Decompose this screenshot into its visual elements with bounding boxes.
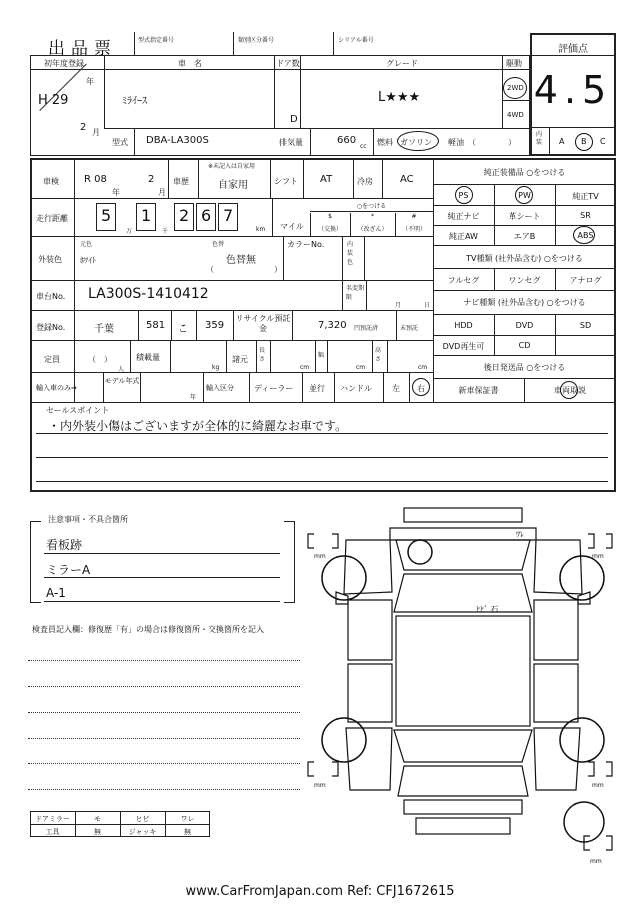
category-number-label: 類別区分番号 xyxy=(238,37,275,44)
docs-manual-circle xyxy=(560,381,578,399)
import-model-year: モデル年式 xyxy=(104,377,140,385)
mileage-dollar: $ xyxy=(328,213,332,220)
import-year-unit: 年 xyxy=(190,394,197,401)
model-designation-label: 型式指定番号 xyxy=(138,37,175,44)
history-note: ※未記入は自家用 xyxy=(208,163,256,170)
inspection-month: 2 xyxy=(148,174,155,185)
mileage-digit-4: 6 xyxy=(201,206,212,225)
recycle-label: リサイクル預託金 xyxy=(235,314,291,333)
navi-dvd: DVD xyxy=(515,321,534,330)
car-damage-diagram xyxy=(300,500,620,870)
recycle-unit: 円預託済 xyxy=(354,325,379,332)
legend-tools: 工具 xyxy=(45,828,60,836)
ac-label: 冷房 xyxy=(357,177,373,186)
inspection-value: R 08 xyxy=(84,174,107,185)
registration-region: 千葉 xyxy=(94,324,114,335)
inspection-year-unit: 年 xyxy=(112,188,120,197)
color-paren-close: ） xyxy=(274,265,282,274)
equipment-oem-aw: 純正AW xyxy=(449,232,478,241)
ac-value: AC xyxy=(400,174,414,185)
mm-front-left: mm xyxy=(314,553,326,560)
color-original-value: ﾎﾜｲﾄ xyxy=(80,256,96,265)
shift-label: シフト xyxy=(274,177,298,186)
damage-note-windshield: ﾜﾚ xyxy=(516,530,524,539)
legend-break: ワレ xyxy=(180,815,195,823)
width-unit: cm xyxy=(356,364,366,371)
tv-title: TV種類 (社外品含む) ○をつける xyxy=(466,254,583,263)
equipment-leather: 革シート xyxy=(508,212,541,221)
note-line-3: A-1 xyxy=(46,586,66,600)
recycle-value: 7,320 xyxy=(318,320,347,331)
docs-title: 後日発送品 ○をつける xyxy=(483,363,566,372)
rating-value: 4.5 xyxy=(533,68,613,112)
load-unit: kg xyxy=(212,364,220,371)
first-reg-year: H 29 xyxy=(38,93,69,108)
equipment-abs-circle xyxy=(573,226,595,244)
docs-warranty: 新車保証書 xyxy=(458,386,499,395)
navi-title: ナビ種類 (社外品含む) ○をつける xyxy=(463,298,586,307)
mileage-circle-note: ○をつける xyxy=(356,203,387,210)
mileage-unit-man: 万 xyxy=(126,228,133,235)
specs-label: 諸元 xyxy=(232,355,248,364)
drive-2wd: 2WD xyxy=(507,84,524,92)
equipment-ps: PS xyxy=(458,191,469,200)
mileage-digit-3: 2 xyxy=(179,206,190,225)
mileage-miles: マイル xyxy=(280,222,304,231)
mm-rear-left: mm xyxy=(314,782,326,789)
equipment-oem-tv: 純正TV xyxy=(572,192,599,201)
color-number-label: カラーNo. xyxy=(287,240,325,249)
fuel-gasoline: ガソリン xyxy=(400,138,432,147)
inspection-label: 車検 xyxy=(43,177,59,186)
import-category-label: 輸入区分 xyxy=(206,384,234,392)
first-registration-label: 初年度登録 xyxy=(44,59,84,68)
equipment-sunroof: SR xyxy=(580,211,591,220)
first-reg-year-unit: 年 xyxy=(86,77,94,86)
interior-grade-c: C xyxy=(600,137,606,146)
chassis-label: 車台No. xyxy=(36,292,66,301)
interior-color-label: 内装色 xyxy=(347,241,354,266)
car-name-value: ﾐﾗｲｰｽ xyxy=(122,96,147,107)
navi-hdd: HDD xyxy=(454,321,473,330)
displacement-unit: cc xyxy=(360,143,367,150)
mileage-label: 走行距離 xyxy=(36,214,68,223)
capacity-value: （ ） xyxy=(88,355,112,364)
shift-value: AT xyxy=(320,174,333,185)
mileage-unit-sen: 千 xyxy=(162,228,169,235)
footer-ref: www.CarFromJapan.com Ref: CFJ1672615 xyxy=(185,884,455,899)
rating-label: 評価点 xyxy=(558,44,588,55)
legend-crack: ヒビ xyxy=(135,815,150,823)
equipment-airbag: エアB xyxy=(513,232,536,241)
color-paren-open: （ xyxy=(206,265,214,274)
doors-label: ドア数 xyxy=(276,59,300,68)
history-label: 車歴 xyxy=(173,177,189,186)
drive-2wd-circle xyxy=(503,77,527,99)
sales-point-label: セールスポイント xyxy=(46,406,110,415)
length-label: 長さ xyxy=(259,347,266,363)
interior-grade-b: B xyxy=(581,137,587,146)
color-repaint-label: 色替 xyxy=(212,241,225,248)
note-line-1: 看板跡 xyxy=(46,538,83,552)
handle-right: 右 xyxy=(417,384,425,393)
equipment-title: 純正装備品 ○をつける xyxy=(483,168,566,177)
model-value: DBA-LA300S xyxy=(146,135,209,146)
interior-grade-label: 内装 xyxy=(536,131,543,146)
sales-point-text: ・内外装小傷はございますが全体的に綺麗なお車です。 xyxy=(48,419,348,433)
equipment-pw: PW xyxy=(518,191,531,200)
door-type-value: D xyxy=(290,114,298,125)
interior-grade-a: A xyxy=(559,137,565,146)
color-repaint-value: 色替無 xyxy=(226,255,256,266)
navi-dvd-playback: DVD再生可 xyxy=(442,342,485,351)
mileage-unknown: （不明） xyxy=(401,226,426,233)
notes-label: 注意事項・不具合箇所 xyxy=(48,515,128,524)
fuel-gasoline-circle xyxy=(397,131,439,151)
name-change-day: 日 xyxy=(424,302,431,309)
import-parallel: 並行 xyxy=(309,384,325,393)
first-reg-month: 2 xyxy=(80,122,87,133)
first-reg-month-unit: 月 xyxy=(92,128,100,137)
legend-jack: ジャッキ xyxy=(128,828,157,836)
navi-sd: SD xyxy=(579,321,592,330)
mm-front-right: mm xyxy=(592,553,604,560)
equipment-oem-navi: 純正ナビ xyxy=(447,212,480,221)
serial-number-label: シリアル番号 xyxy=(338,37,374,44)
mm-rear-right: mm xyxy=(592,782,604,789)
import-label: 輸入車のみ⇒ xyxy=(36,384,77,392)
registration-number: 359 xyxy=(205,320,225,331)
navi-cd: CD xyxy=(518,341,531,350)
registration-kana: こ xyxy=(178,324,188,335)
color-original-label: 元色 xyxy=(80,241,93,248)
registration-class: 581 xyxy=(146,320,166,331)
legend-mirror: ドアミラー xyxy=(35,815,70,823)
docs-manual: 車両取説 xyxy=(554,386,586,395)
drive-label: 駆動 xyxy=(506,59,522,68)
grade-label: グレード xyxy=(386,59,418,68)
handle-right-circle xyxy=(412,378,430,396)
inspection-month-unit: 月 xyxy=(158,188,166,197)
capacity-label: 定員 xyxy=(44,355,60,364)
damage-note-roof: ﾋﾋﾞ 石 xyxy=(476,605,499,614)
mileage-digit-2: 1 xyxy=(141,206,152,225)
import-dealer: ディーラー xyxy=(254,384,294,393)
inspector-label: 検査員記入欄：修復歴「有」の場合は修復箇所・交換箇所を記入 xyxy=(32,625,264,634)
mileage-digit-5: 7 xyxy=(223,206,234,225)
history-value: 自家用 xyxy=(218,180,248,191)
displacement-label: 排気量 xyxy=(279,138,303,147)
length-unit: cm xyxy=(300,364,310,371)
equipment-pw-circle xyxy=(515,186,533,204)
fuel-label: 燃料 xyxy=(377,138,393,147)
tv-oneseg: ワンセグ xyxy=(508,276,541,285)
height-unit: cm xyxy=(418,364,428,371)
chassis-value: LA300S-1410412 xyxy=(88,286,209,302)
height-label: 高さ xyxy=(375,347,382,363)
color-label: 外装色 xyxy=(38,255,62,264)
car-name-label: 車 名 xyxy=(178,59,202,68)
drive-4wd: 4WD xyxy=(507,111,524,119)
name-change-month: 月 xyxy=(395,302,402,309)
recycle-not-deposited: 未預託 xyxy=(400,325,419,332)
fuel-light-oil: 軽油 xyxy=(448,138,464,147)
capacity-unit: 人 xyxy=(118,366,125,373)
displacement-value: 660 xyxy=(337,135,357,146)
model-label: 型式 xyxy=(112,138,128,147)
legend-tools-value: 無 xyxy=(94,828,101,836)
tv-fullseg: フルセグ xyxy=(447,276,480,285)
interior-grade-b-circle xyxy=(575,133,593,151)
mileage-hash: # xyxy=(411,213,417,220)
mileage-exchange: （交換） xyxy=(317,226,342,233)
mileage-digit-1: 5 xyxy=(101,206,112,225)
sheet-title: 出品票 xyxy=(48,39,117,59)
mm-spare: mm xyxy=(590,858,602,865)
width-label: 幅 xyxy=(318,352,325,359)
load-label: 積載量 xyxy=(136,353,160,362)
legend-jack-value: 無 xyxy=(184,828,191,836)
legend-mirror-value: モ xyxy=(94,815,101,823)
equipment-abs: ABS xyxy=(577,231,594,240)
equipment-ps-circle xyxy=(455,186,473,204)
handle-left: 左 xyxy=(392,384,400,393)
note-line-2: ミラーA xyxy=(46,563,91,577)
handle-label: ハンドル xyxy=(340,384,372,393)
registration-label: 登録No. xyxy=(36,323,66,332)
mileage-star: * xyxy=(371,213,374,220)
fuel-other: （ ） xyxy=(468,138,516,147)
tv-analog: アナログ xyxy=(569,276,602,285)
name-change-label: 名変期限 xyxy=(346,285,365,301)
grade-value: L★★★ xyxy=(378,90,421,105)
mileage-tampered: （改ざん） xyxy=(357,226,388,233)
mileage-unit-km: km xyxy=(256,226,266,233)
